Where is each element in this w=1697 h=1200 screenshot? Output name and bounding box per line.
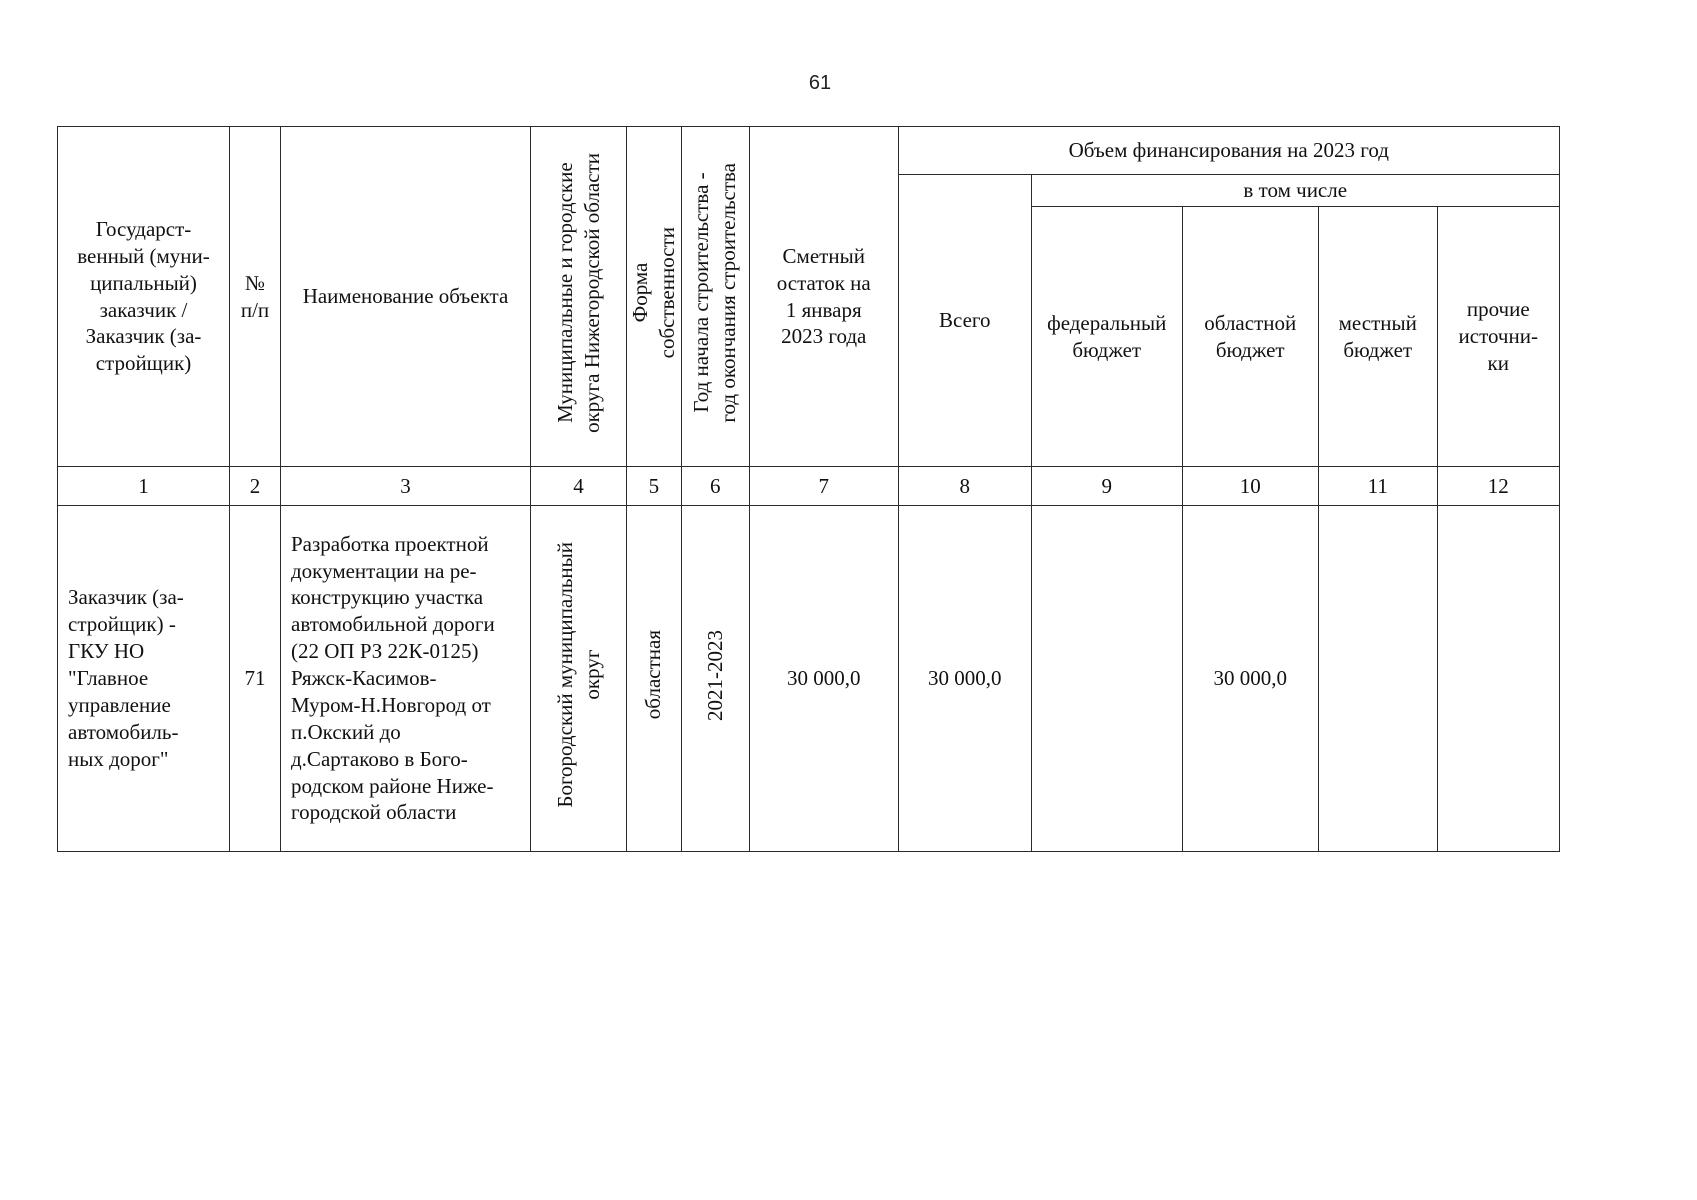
cell-ownership-form-text: областная [641,630,666,720]
column-number: 10 [1182,467,1318,506]
cell-other [1437,506,1559,852]
cell-local [1318,506,1437,852]
header-estimate-balance: Сметный остаток на 1 января 2023 года [749,127,898,467]
cell-ownership-form [627,506,682,852]
column-number: 9 [1031,467,1182,506]
column-number: 11 [1318,467,1437,506]
header-regional: областной бюджет [1182,207,1318,467]
cell-regional: 30 000,0 [1182,506,1318,852]
header-local: местный бюджет [1318,207,1437,467]
column-number: 8 [898,467,1031,506]
header-other: прочие источни- ки [1437,207,1559,467]
cell-total: 30 000,0 [898,506,1031,852]
cell-number: 71 [230,506,281,852]
column-number: 3 [281,467,531,506]
table-row [58,506,1560,852]
header-municipal-district-text: Муниципальные и городские округа Нижегородской области [552,153,604,433]
column-number: 1 [58,467,230,506]
header-customer: Государст- венный (муни- ципальный) заказчик / Заказчик (за- стройщик) [58,127,230,467]
cell-municipal-district-text: Богородский муниципальный округ [552,542,604,808]
header-construction-years-text: Год начала строительства - год окончания строительства [689,163,741,423]
cell-federal [1031,506,1182,852]
header-federal: федеральный бюджет [1031,207,1182,467]
header-ownership-form-text: Форма собственности [628,227,679,359]
cell-customer: Заказчик (за- стройщик) - ГКУ НО "Главное управление автомобиль- ных дорог" [58,506,230,852]
column-number: 12 [1437,467,1559,506]
column-number: 4 [531,467,627,506]
header-financing-title: Объем финансирования на 2023 год [898,127,1559,175]
column-number: 2 [230,467,281,506]
header-total: Всего [898,175,1031,467]
page-number: 61 [808,72,832,94]
financing-table [57,126,1560,852]
header-ownership-form [627,127,682,467]
header-including: в том числе [1031,175,1559,207]
cell-municipal-district [531,506,627,852]
header-construction-years [681,127,749,467]
column-number: 7 [749,467,898,506]
column-number: 6 [681,467,749,506]
column-number: 5 [627,467,682,506]
cell-construction-years [681,506,749,852]
header-number: № п/п [230,127,281,467]
header-municipal-district [531,127,627,467]
cell-construction-years-text: 2021-2023 [702,629,727,721]
column-number-row [58,467,1560,506]
header-object-name: Наименование объекта [281,127,531,467]
cell-object-name: Разработка проектной документации на ре- конструкцию участка автомобильной дороги (22 ОП РЗ 22К-0125) Ряжск-Касимов- Муром-Н.Новгород от п.Окский до д.Сартаково в Бого- родском районе Ниже- городской области [281,506,531,852]
cell-estimate-balance: 30 000,0 [749,506,898,852]
